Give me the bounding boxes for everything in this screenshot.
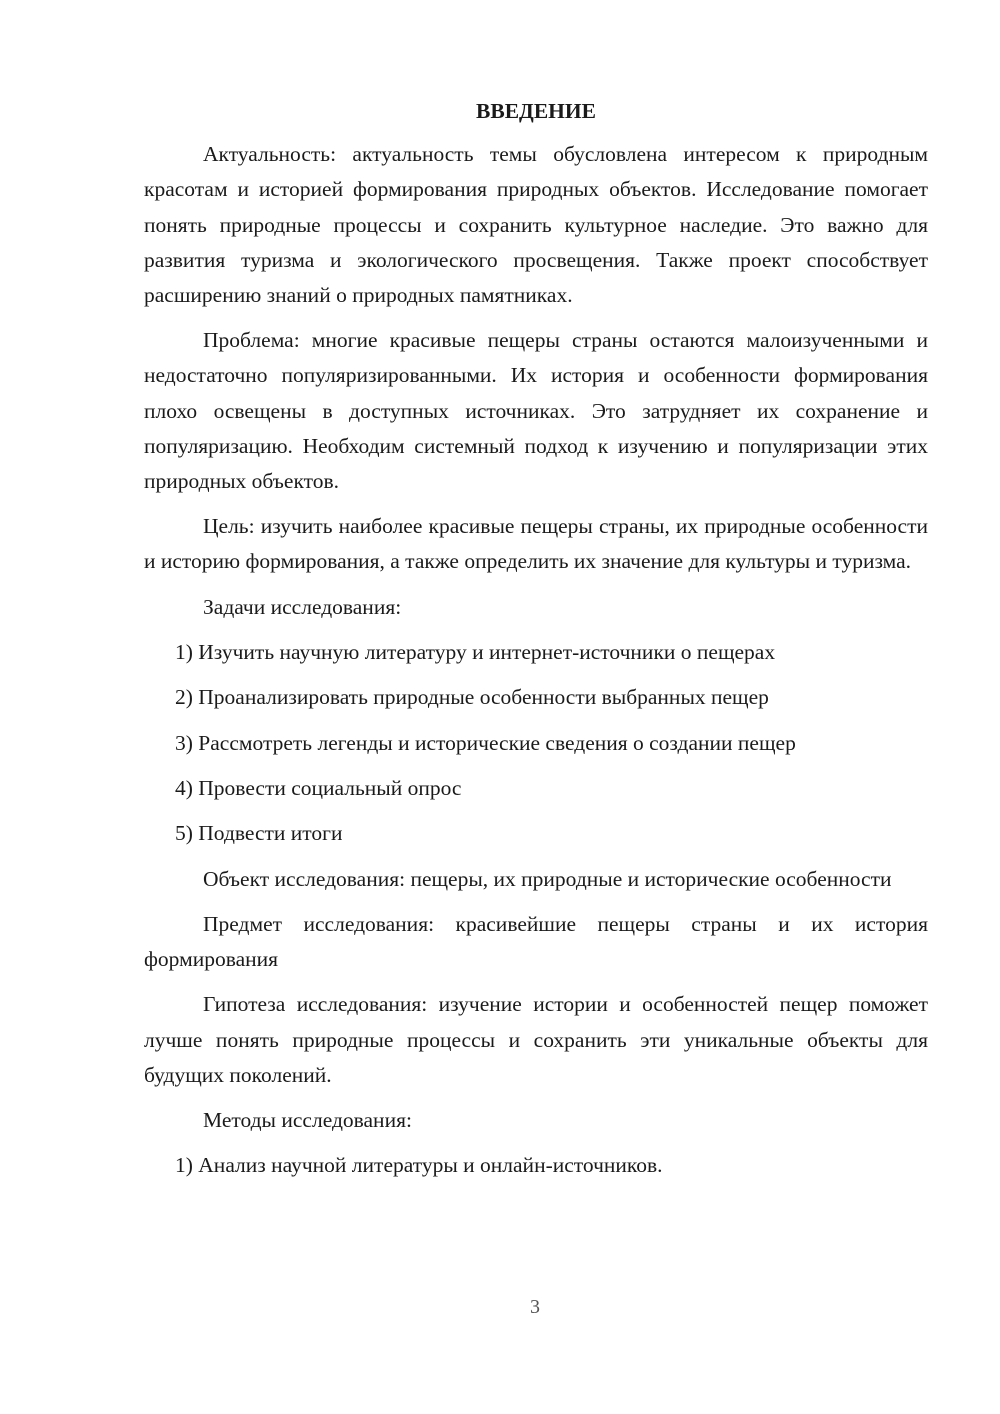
subject-paragraph: Предмет исследования: красивейшие пещеры страны и их история формирования	[144, 912, 928, 972]
task-item: 2) Проанализировать природные особенности выбранных пещер	[175, 685, 769, 710]
section-title: ВВЕДЕНИЕ	[476, 99, 596, 123]
tasks-label: Задачи исследования:	[203, 594, 402, 619]
task-item: 1) Изучить научную литературу и интернет-источники о пещерах	[175, 639, 776, 664]
relevance-paragraph: Актуальность: актуальность темы обусловлена интересом к природным красотам и историей формирования природных объектов. Исследование помогает понять природные процессы и сохранить культурное наследие. Это важно для развития туризма и экологического просвещения. Также проект способствует расширению знаний о природных памятниках.	[144, 142, 928, 308]
methods-label: Методы исследования:	[203, 1108, 412, 1133]
goal-paragraph: Цель: изучить наиболее красивые пещеры страны, их природные особенности и историю формирования, а также определить их значение для культуры и туризма.	[144, 514, 928, 574]
document-page	[144, 94, 928, 1194]
problem-paragraph: Проблема: многие красивые пещеры страны остаются малоизученными и недостаточно популяризированными. Их история и особенности формирования плохо освещены в доступных источниках. Это затрудняет их сохранение и популяризацию. Необходим системный подход к изучению и популяризации этих природных объектов.	[144, 328, 928, 494]
hypothesis-paragraph: Гипотеза исследования: изучение истории и особенностей пещер поможет лучше понять природные процессы и сохранить эти уникальные объекты для будущих поколений.	[144, 992, 928, 1087]
methods-list	[144, 1148, 928, 1183]
object-paragraph: Объект исследования: пещеры, их природные и исторические особенности	[203, 866, 892, 891]
task-item: 4) Провести социальный опрос	[175, 776, 462, 801]
page-number: 3	[530, 1296, 540, 1318]
tasks-list	[144, 635, 928, 852]
task-item: 3) Рассмотреть легенды и исторические сведения о создании пещер	[175, 730, 796, 755]
task-item: 5) Подвести итоги	[175, 821, 343, 846]
method-item: 1) Анализ научной литературы и онлайн-источников.	[175, 1153, 663, 1178]
